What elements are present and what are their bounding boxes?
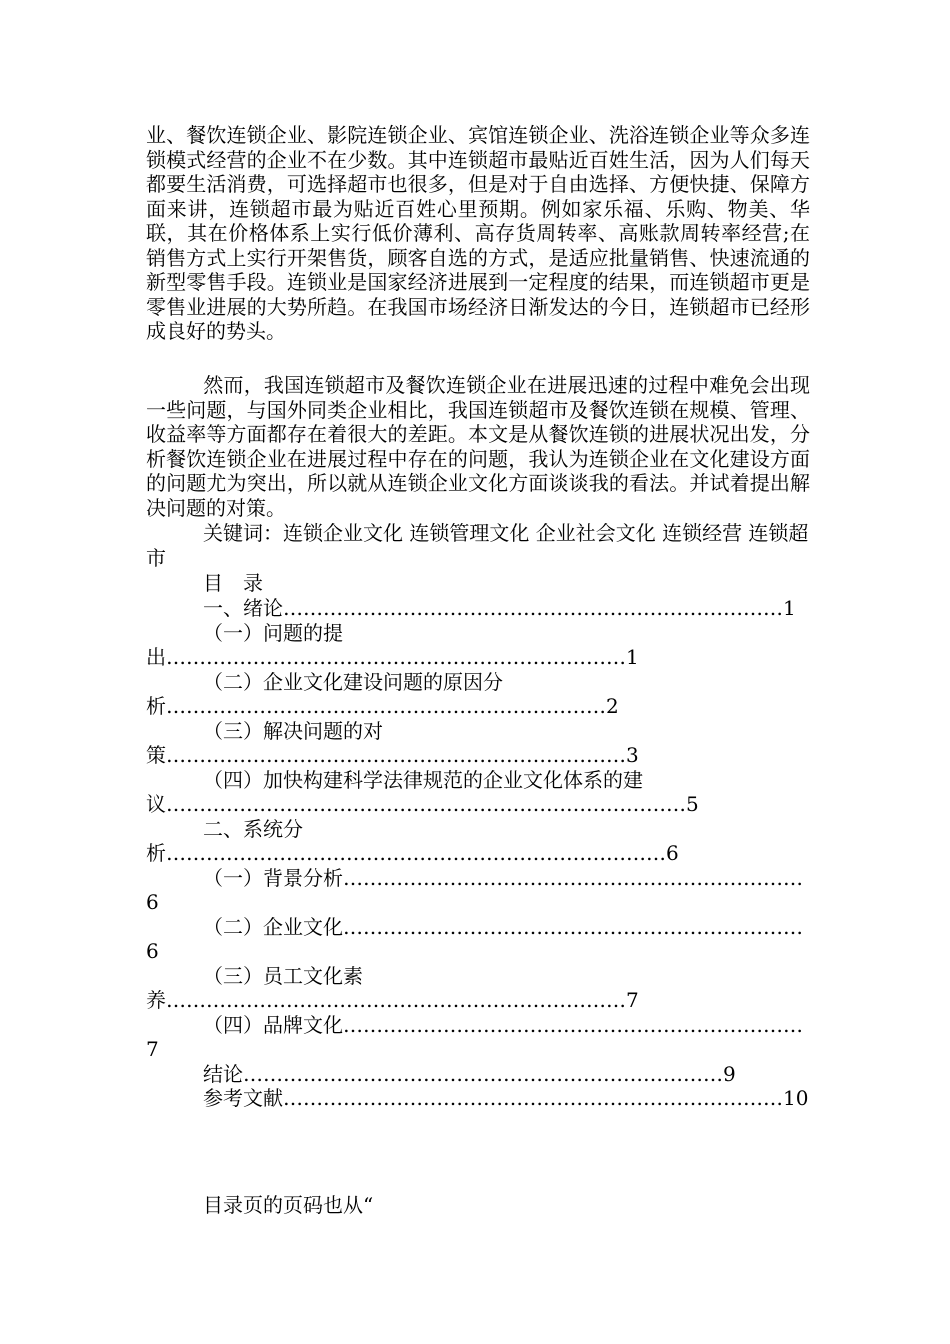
toc-leader-dots: ………………………………………………………………… (283, 596, 783, 620)
toc-entry-page: 6 (146, 939, 159, 963)
toc-entry-label: 结论 (203, 1061, 243, 1086)
toc-entry-label: （二）企业文化建设问题的原因分析 (146, 669, 503, 718)
toc-entry-label: （一）背景分析 (203, 865, 343, 890)
toc-entry-page: 1 (626, 645, 639, 669)
keywords-line (146, 521, 810, 570)
toc-leader-dots: ………………………………………………………………… (283, 1086, 783, 1110)
toc-leader-dots: …………………………………………………………………… (166, 792, 686, 816)
toc-entry[interactable] (146, 621, 810, 670)
toc-entry-page: 2 (606, 694, 619, 718)
toc-leader-dots: …………………………………………………………… (166, 743, 626, 767)
toc-entry-page: 7 (146, 1037, 159, 1061)
toc-entry-page: 9 (723, 1061, 736, 1086)
toc-entry[interactable] (146, 719, 810, 768)
body-paragraph-1: 业、餐饮连锁企业、影院连锁企业、宾馆连锁企业、洗浴连锁企业等众多连锁模式经营的企业不在少数。其中连锁超市最贴近百姓生活，因为人们每天都要生活消费，可选择超市也很多，但是对于自由选择、方便快捷、保障方面来讲，连锁超市最为贴近百姓心里预期。例如家乐福、乐购、物美、华联，其在价格体系上实行低价薄利、高存货周转率、高账款周转率经营;在销售方式上实行开架售货，顾客自选的方式，是适应批量销售、快速流通的新型零售手段。连锁业是国家经济进展到一定程度的结果，而连锁超市更是零售业进展的大势所趋。在我国市场经济日渐发达的今日，连锁超市已经形成良好的势头。 (146, 123, 810, 343)
toc-entry-label: （一）问题的提出 (146, 620, 343, 669)
toc-entry[interactable] (146, 866, 810, 915)
toc-leader-dots: …………………………………………………………… (343, 1012, 803, 1037)
keywords-text: 关键词：连锁企业文化 连锁管理文化 企业社会文化 连锁经营 连锁超市 (146, 521, 809, 570)
toc-entry[interactable] (146, 915, 810, 964)
toc-entry[interactable] (146, 670, 810, 719)
toc-leader-dots: …………………………………………………………… (343, 865, 803, 890)
toc-leader-dots: …………………………………………………………… (166, 645, 626, 669)
toc-entry-page: 6 (666, 841, 679, 865)
toc-leader-dots: ………………………………………………………………… (166, 841, 666, 865)
toc-entry-label: 二、系统分析 (146, 816, 303, 865)
toc-entry[interactable] (146, 1062, 810, 1087)
toc-entry-label: （三）解决问题的对策 (146, 718, 383, 767)
toc-leader-dots: …………………………………………………………… (343, 914, 803, 939)
body-paragraph-2 (146, 373, 810, 520)
toc-entry[interactable] (146, 964, 810, 1013)
toc-entry-page: 6 (146, 890, 159, 914)
body-paragraph-2-text: 然而，我国连锁超市及餐饮连锁企业在进展迅速的过程中难免会出现一些问题，与国外同类企业相比，我国连锁超市及餐饮连锁在规模、管理、收益率等方面都存在着很大的差距。本文是从餐饮连锁的进展状况出发，分析餐饮连锁企业在进展过程中存在的问题，我认为连锁企业在文化建设方面的问题尤为突出，所以就从连锁企业文化方面谈谈我的看法。并试着提出解决问题的对策。 (146, 373, 810, 520)
toc-entry[interactable] (146, 817, 810, 866)
table-of-contents (146, 596, 810, 1111)
toc-entry-label: （二）企业文化 (203, 914, 343, 939)
toc-entry-page: 3 (626, 743, 639, 767)
toc-leader-dots: …………………………………………………………… (166, 988, 626, 1012)
toc-entry-label: 参考文献 (203, 1086, 283, 1110)
toc-entry[interactable] (146, 596, 810, 621)
toc-entry-page: 10 (783, 1086, 809, 1110)
toc-entry-page: 5 (686, 792, 699, 816)
toc-entry[interactable] (146, 1013, 810, 1062)
toc-entry-label: （四）加快构建科学法律规范的企业文化体系的建议 (146, 767, 643, 816)
toc-title: 目 录 (203, 571, 263, 595)
toc-entry[interactable] (146, 768, 810, 817)
toc-entry[interactable] (146, 1086, 810, 1111)
toc-entry-label: （四）品牌文化 (203, 1012, 343, 1037)
toc-entry-label: 一、绪论 (203, 596, 283, 620)
toc-leader-dots: ………………………………………………………… (166, 694, 606, 718)
trailing-text: 目录页的页码也从“ (203, 1193, 374, 1217)
toc-leader-dots: ……………………………………………………………… (243, 1061, 723, 1086)
toc-entry-page: 1 (783, 596, 796, 620)
toc-entry-label: （三）员工文化素养 (146, 963, 363, 1012)
toc-entry-page: 7 (626, 988, 639, 1012)
